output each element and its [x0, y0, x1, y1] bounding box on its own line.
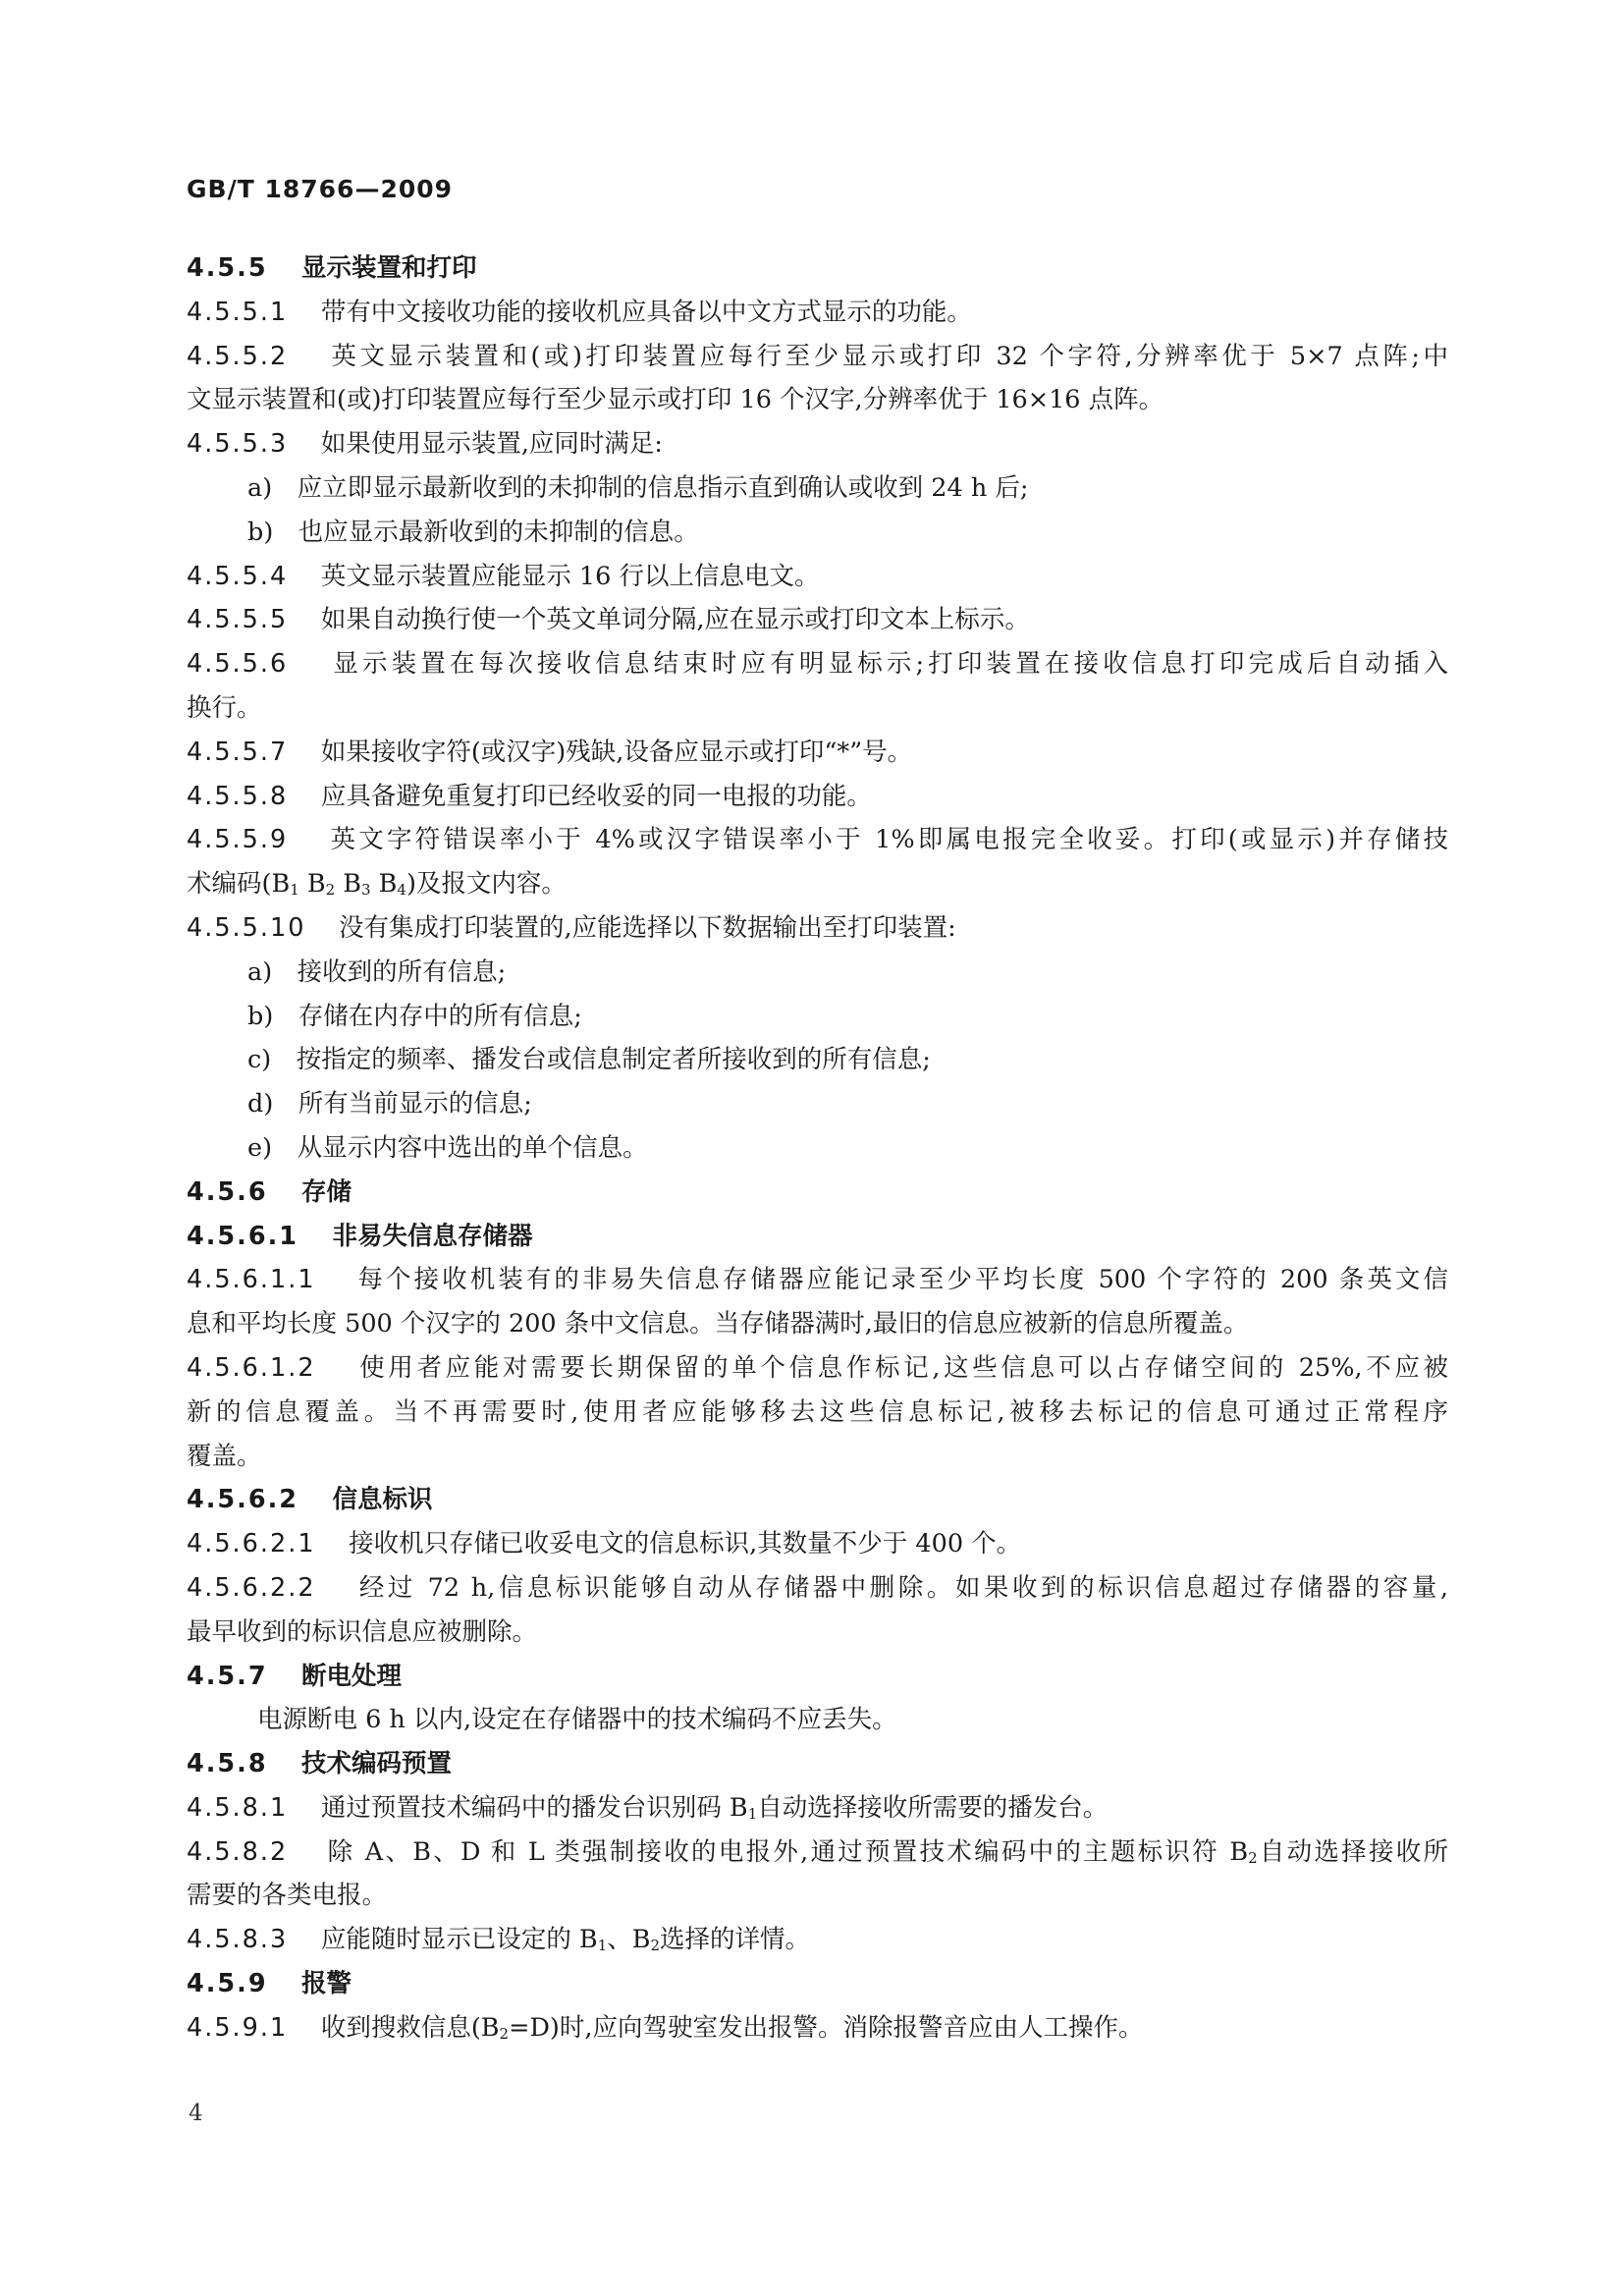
- list-item: a) 应立即显示最新收到的未抑制的信息指示直到确认或收到 24 h 后;: [247, 472, 1029, 503]
- document-body: [187, 246, 1448, 2050]
- list-item: c) 按指定的频率、播发台或信息制定者所接收到的所有信息;: [247, 1045, 931, 1075]
- clause: 4.5.8.1 通过预置技术编码中的播发台识别码 $B_1$自动选择接收所需要的播发台。: [187, 1792, 1109, 1823]
- clause: 4.5.5.4 英文显示装置应能显示 16 行以上信息电文。: [187, 561, 820, 591]
- clause-continuation: 最早收到的标识信息应被删除。: [187, 1616, 538, 1647]
- clause: 电源断电 6 h 以内,设定在存储器中的技术编码不应丢失。: [257, 1705, 897, 1735]
- page-number: 4: [189, 2101, 203, 2126]
- list-item: b) 存储在内存中的所有信息;: [247, 1001, 582, 1031]
- standard-id-header: GB/T 18766—2009: [187, 175, 454, 203]
- clause: 4.5.5.1 带有中文接收功能的接收机应具备以中文方式显示的功能。: [187, 297, 972, 327]
- clause: 4.5.5.2 英文显示装置和(或)打印装置应每行至少显示或打印 32 个字符,分辨率优于 5×7 点阵;中: [187, 341, 1448, 371]
- clause: 4.5.5.9 英文字符错误率小于 4%或汉字错误率小于 1%即属电报完全收妥。打印(或显示)并存储技: [187, 825, 1448, 855]
- clause: 4.5.5.8 应具备避免重复打印已经收妥的同一电报的功能。: [187, 781, 872, 811]
- clause-continuation: 新的信息覆盖。当不再需要时,使用者应能够移去这些信息标记,被移去标记的信息可通过正常程序: [187, 1396, 1448, 1427]
- list-item: b) 也应显示最新收到的未抑制的信息。: [247, 517, 699, 547]
- clause-continuation: 息和平均长度 500 个汉字的 200 条中文信息。当存储器满时,最旧的信息应被新的信息所覆盖。: [187, 1309, 1249, 1339]
- clause: 4.5.8.2 除 A、B、D 和 L 类强制接收的电报外,通过预置技术编码中的主题标识符 $B_2$自动选择接收所: [187, 1836, 1448, 1867]
- clause: 4.5.5.3 如果使用显示装置,应同时满足:: [187, 429, 664, 460]
- clause-continuation: 换行。: [187, 692, 262, 723]
- section-heading: 4.5.6.2 信息标识: [187, 1485, 433, 1515]
- clause-continuation: 术编码($B_1$ $B_2$ $B_3$ $B_4$)及报文内容。: [187, 869, 567, 900]
- clause: 4.5.5.5 如果自动换行使一个英文单词分隔,应在显示或打印文本上标示。: [187, 605, 1030, 635]
- clause: 4.5.6.1.1 每个接收机装有的非易失信息存储器应能记录至少平均长度 500 个字符的 200 条英文信: [187, 1265, 1448, 1295]
- clause: 4.5.5.6 显示装置在每次接收信息结束时应有明显标示;打印装置在接收信息打印完成后自动插入: [187, 649, 1449, 680]
- section-heading: 4.5.6 存储: [187, 1176, 352, 1207]
- section-heading: 4.5.9 报警: [187, 1969, 352, 1999]
- section-heading: 4.5.8 技术编码预置: [187, 1749, 453, 1779]
- clause: 4.5.5.10 没有集成打印装置的,应能选择以下数据输出至打印装置:: [187, 912, 956, 943]
- clause: 4.5.6.2.2 经过 72 h,信息标识能够自动从存储器中删除。如果收到的标识信息超过存储器的容量,: [187, 1572, 1449, 1603]
- list-item: a) 接收到的所有信息;: [247, 957, 507, 987]
- section-heading: 4.5.6.1 非易失信息存储器: [187, 1221, 533, 1251]
- clause: 4.5.5.7 如果接收字符(或汉字)残缺,设备应显示或打印“*”号。: [187, 737, 913, 767]
- clause-continuation: 需要的各类电报。: [187, 1881, 388, 1911]
- list-item: d) 所有当前显示的信息;: [247, 1089, 532, 1120]
- clause-continuation: 覆盖。: [187, 1441, 262, 1471]
- clause: 4.5.6.2.1 接收机只存储已收妥电文的信息标识,其数量不少于 400 个。: [187, 1529, 1022, 1559]
- clause: 4.5.6.1.2 使用者应能对需要长期保留的单个信息作标记,这些信息可以占存储空间的 25%,不应被: [187, 1352, 1449, 1383]
- clause: 4.5.8.3 应能随时显示已设定的 $B_1$、$B_2$选择的详情。: [187, 1925, 811, 1955]
- clause-continuation: 文显示装置和(或)打印装置应每行至少显示或打印 16 个汉字,分辨率优于 16×16 点阵。: [187, 385, 1164, 415]
- section-heading: 4.5.7 断电处理: [187, 1661, 403, 1691]
- clause: 4.5.9.1 收到搜救信息$(B_2=D)$时,应向驾驶室发出报警。消除报警音应由人工操作。: [187, 2012, 1144, 2043]
- list-item: e) 从显示内容中选出的单个信息。: [247, 1132, 648, 1163]
- section-heading: 4.5.5 显示装置和打印: [187, 253, 477, 283]
